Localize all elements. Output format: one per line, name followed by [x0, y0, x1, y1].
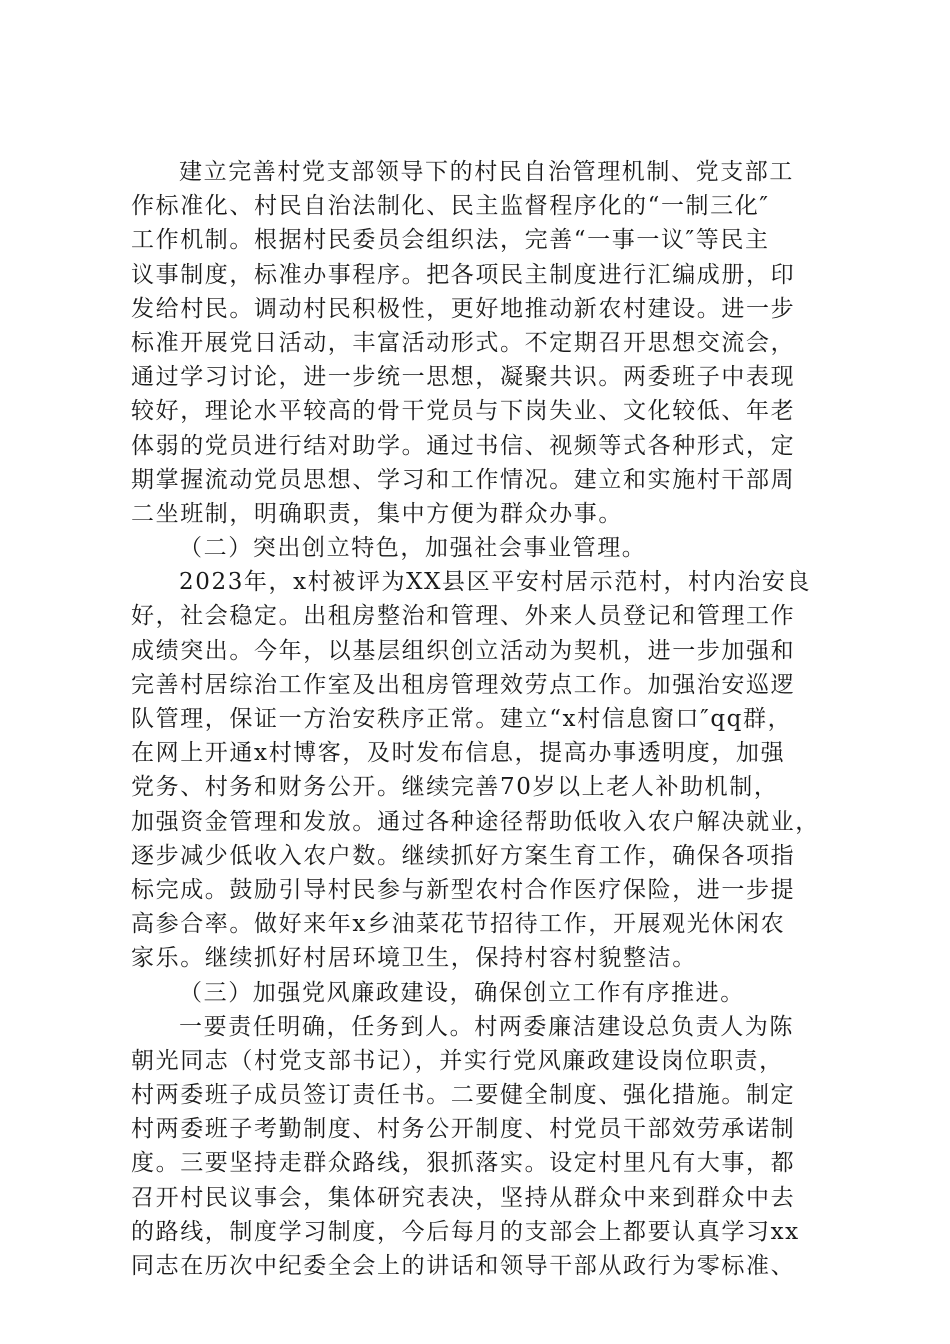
text-line: （三）加强党风廉政建设，确保创立工作有序推进。	[179, 979, 745, 1006]
text-line: 队管理，保证一方治安秩序正常。建立“x村信息窗口″qq群，	[131, 706, 793, 732]
text-line: 一要责任明确，任务到人。村两委廉洁建设总负责人为陈	[179, 1013, 794, 1040]
text-line: 召开村民议事会，集体研究表决，坚持从群众中来到群众中去	[131, 1184, 796, 1211]
text-line: 逐步减少低收入农户数。继续抓好方案生育工作，确保各项指	[131, 842, 796, 869]
text-line: 同志在历次中纪委全会上的讲话和领导干部从政行为零标准、	[131, 1253, 796, 1279]
text-line: 村两委班子考勤制度、村务公开制度、村党员干部效劳承诺制	[131, 1116, 796, 1143]
text-line: 度。三要坚持走群众路线，狠抓落实。设定村里凡有大事，都	[131, 1150, 796, 1177]
text-line: 完善村居综治工作室及出租房管理效劳点工作。加强治安巡逻	[131, 671, 796, 698]
text-line: 加强资金管理和发放。通过各种途径帮助低收入农户解决就业，	[131, 808, 820, 835]
text-line: 较好，理论水平较高的骨干党员与下岗失业、文化较低、年老	[131, 398, 796, 425]
document-body	[131, 155, 836, 1283]
text-line: 朝光同志（村党支部书记），并实行党风廉政建设岗位职责，	[131, 1047, 784, 1074]
text-line: 在网上开通x村博客，及时发布信息，提高办事透明度，加强	[131, 740, 786, 767]
text-line: 标准开展党日活动，丰富活动形式。不定期召开思想交流会，	[131, 329, 796, 356]
text-line: （二）突出创立特色，加强社会事业管理。	[179, 535, 647, 562]
text-line: 的路线，制度学习制度，今后每月的支部会上都要认真学习xx	[131, 1218, 800, 1245]
text-line: 发给村民。调动村民积极性，更好地推动新农村建设。进一步	[131, 295, 796, 322]
text-line: 建立完善村党支部领导下的村民自治管理机制、党支部工	[179, 159, 794, 185]
text-line: 好，社会稳定。出租房整治和管理、外来人员登记和管理工作	[131, 603, 796, 630]
text-line: 作标准化、村民自治法制化、民主监督程序化的“一制三化″	[131, 193, 770, 220]
text-line: 二坐班制，明确职责，集中方便为群众办事。	[131, 500, 623, 527]
text-line: 家乐。继续抓好村居环境卫生，保持村容村貌整洁。	[131, 945, 697, 972]
text-line: 工作机制。根据村民委员会组织法，完善“一事一议″等民主	[131, 227, 770, 254]
text-line: 通过学习讨论，进一步统一思想，凝聚共识。两委班子中表现	[131, 364, 796, 391]
text-line: 党务、村务和财务公开。继续完善70岁以上老人补助机制，	[131, 774, 779, 801]
text-line: 体弱的党员进行结对助学。通过书信、视频等式各种形式，定	[131, 432, 796, 459]
text-line: 标完成。鼓励引导村民参与新型农村合作医疗保险，进一步提	[131, 876, 796, 903]
text-line: 高参合率。做好来年x乡油菜花节招待工作，开展观光休闲农	[131, 911, 786, 938]
text-line: 村两委班子成员签订责任书。二要健全制度、强化措施。制定	[131, 1082, 796, 1109]
text-line: 成绩突出。今年，以基层组织创立活动为契机，进一步加强和	[131, 637, 796, 664]
text-line: 议事制度，标准办事程序。把各项民主制度进行汇编成册，印	[131, 261, 796, 288]
text-line: 2023年，x村被评为XX县区平安村居示范村，村内治安良	[179, 569, 812, 596]
text-line: 期掌握流动党员思想、学习和工作情况。建立和实施村干部周	[131, 466, 796, 493]
